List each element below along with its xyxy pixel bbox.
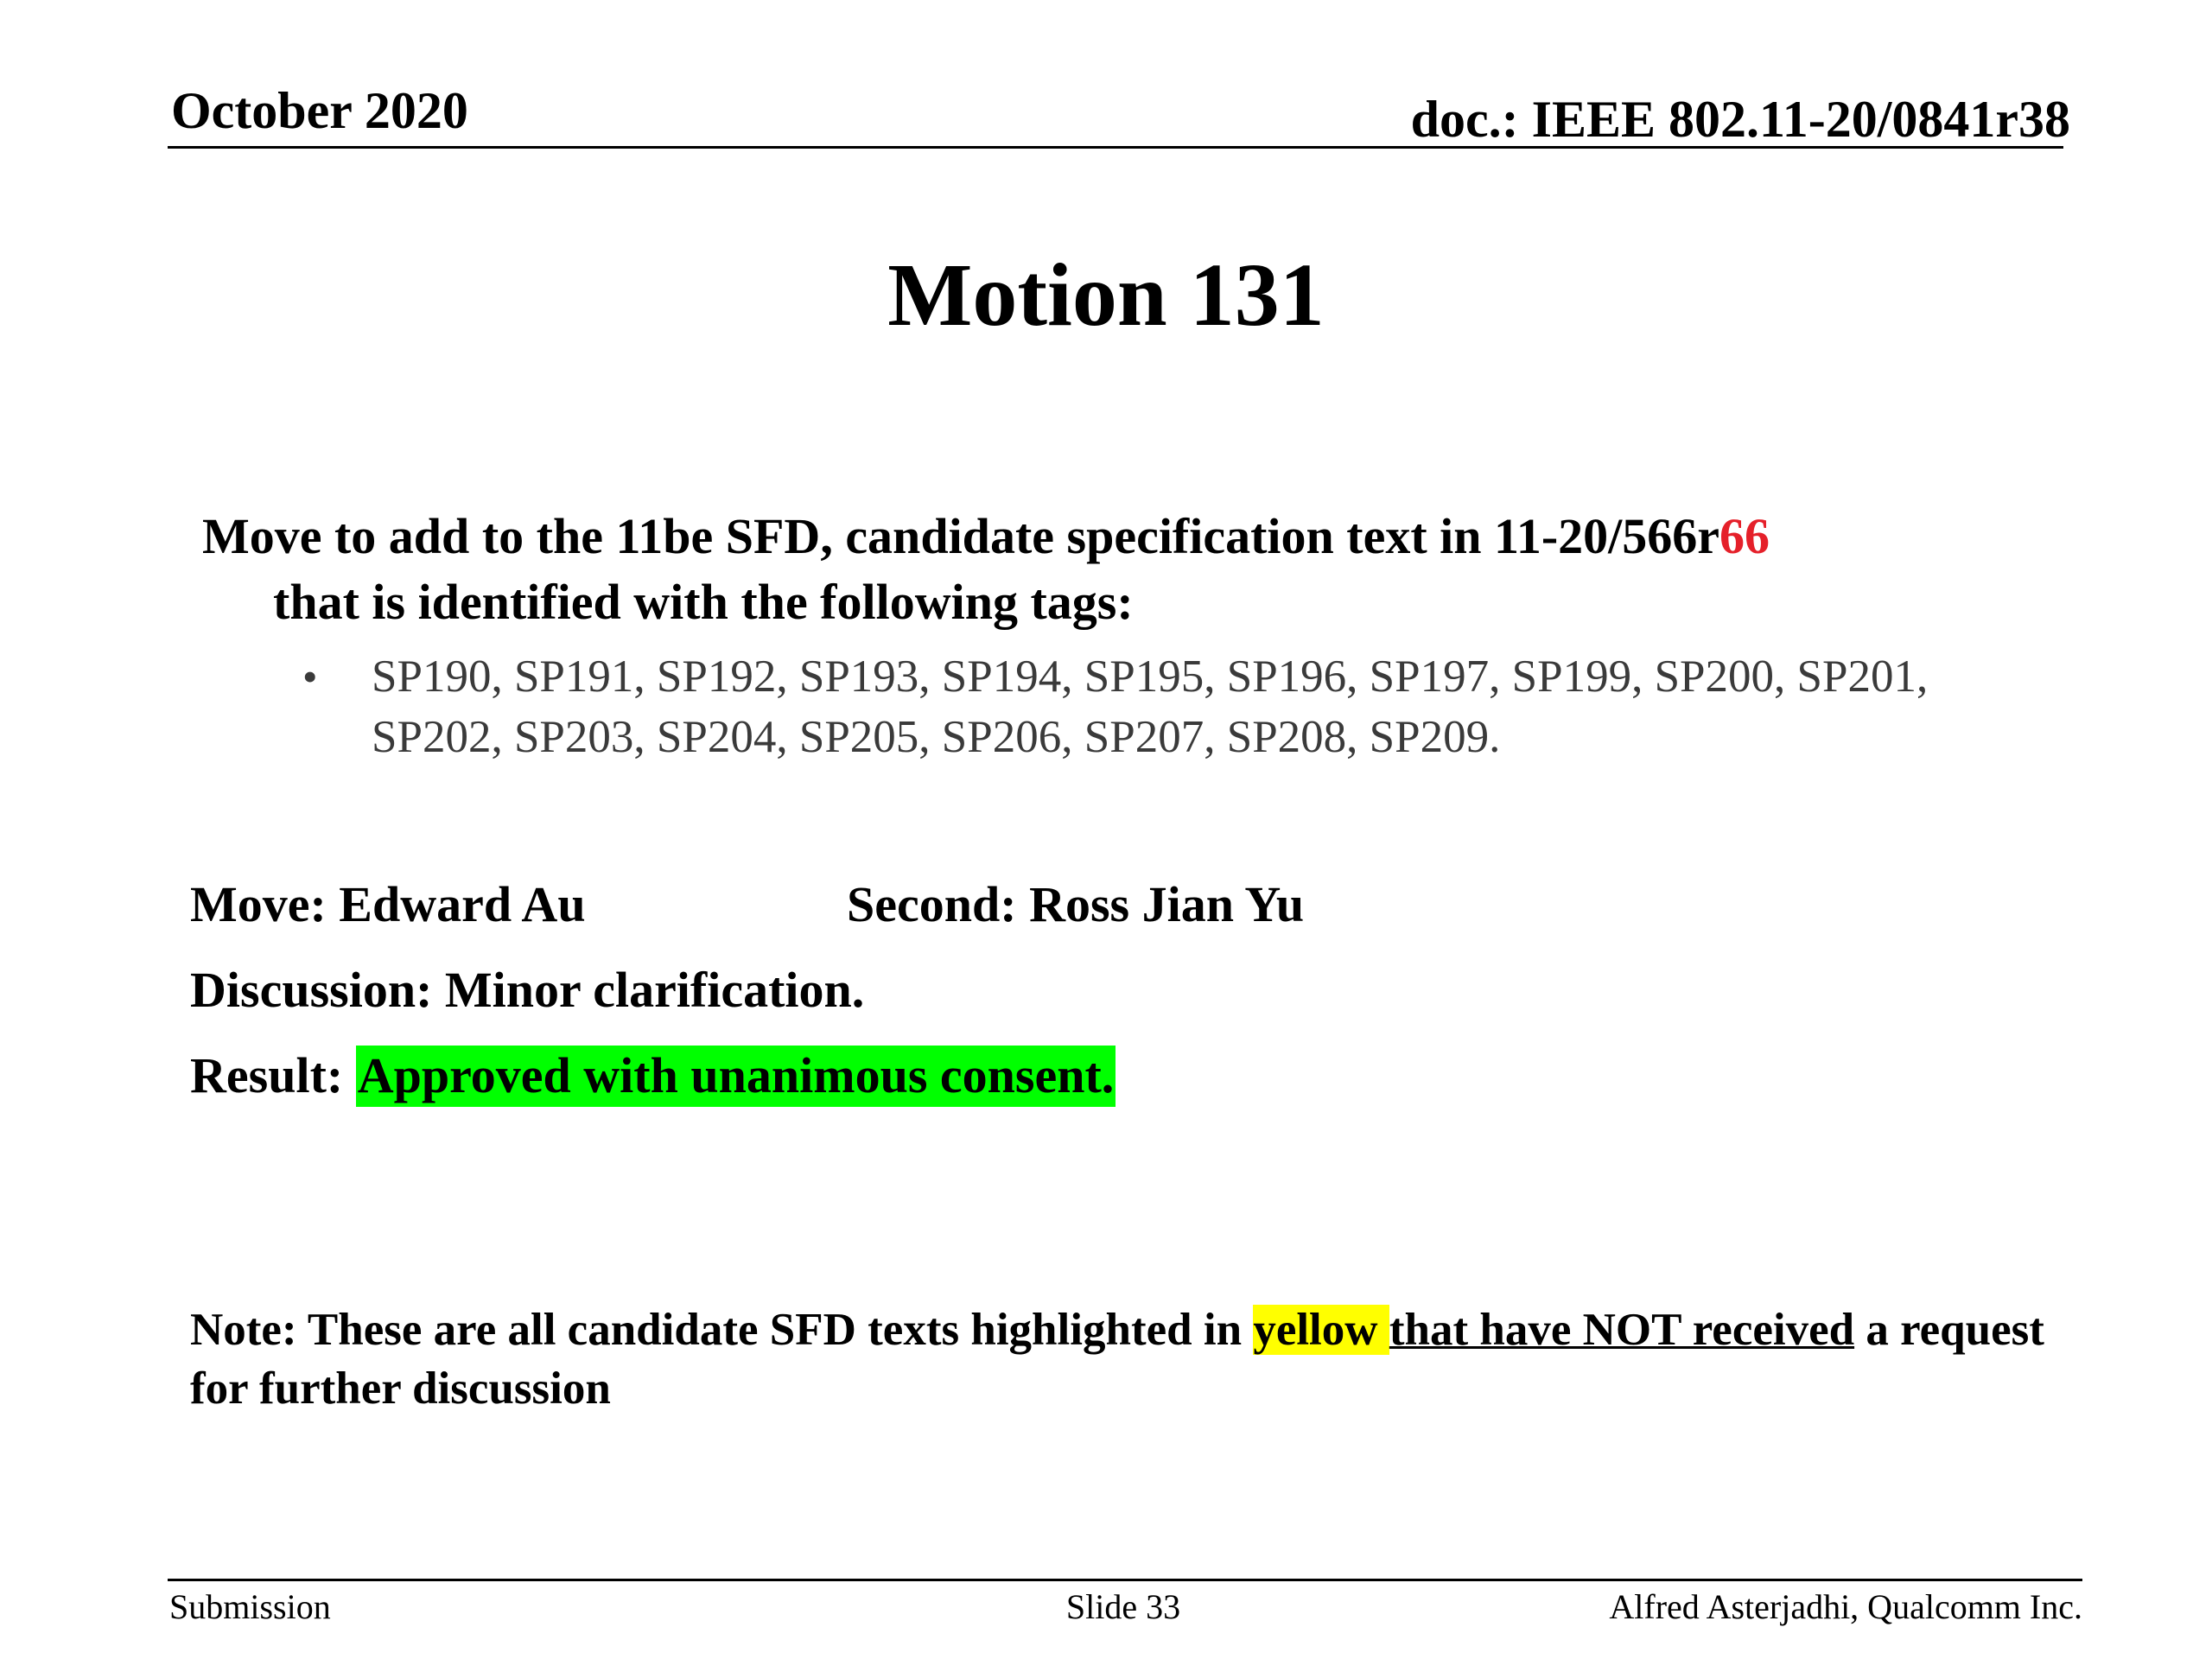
tag-list bbox=[302, 646, 1944, 767]
note-highlight: yellow bbox=[1253, 1305, 1389, 1355]
header-date: October 2020 bbox=[171, 82, 468, 139]
footer-submission: Submission bbox=[169, 1587, 331, 1626]
header-doc-id: doc.: IEEE 802.11-20/0841r38 bbox=[1410, 91, 2070, 148]
result-value: Approved with unanimous consent. bbox=[356, 1046, 1116, 1107]
motion-text bbox=[202, 504, 2103, 635]
motion-line-1 bbox=[202, 504, 2103, 569]
note-part-1: Note: These are all candidate SFD texts highlighted in bbox=[190, 1305, 1254, 1355]
header-divider bbox=[168, 146, 2063, 149]
bullet-icon: • bbox=[302, 652, 318, 701]
motion-line-2: that is identified with the following tags: bbox=[273, 574, 1134, 630]
note-underlined: that have NOT received bbox=[1389, 1305, 1855, 1355]
tag-list-text: SP190, SP191, SP192, SP193, SP194, SP195, SP196, SP197, SP199, SP200, SP201, SP202, SP203, SP204, SP205, SP206, SP207, SP208, SP209. bbox=[372, 652, 1929, 762]
result bbox=[190, 1047, 1116, 1103]
result-label: Result: bbox=[190, 1047, 356, 1103]
discussion: Discussion: Minor clarification. bbox=[190, 962, 865, 1018]
slide-title: Motion 131 bbox=[887, 245, 1325, 345]
move-by: Move: Edward Au bbox=[190, 876, 586, 932]
footer-divider bbox=[168, 1579, 2082, 1581]
motion-line-1-text: Move to add to the 11be SFD, candidate specification text in 11-20/566r bbox=[202, 508, 1720, 564]
motion-revision: 66 bbox=[1719, 508, 1770, 564]
note bbox=[190, 1300, 2048, 1418]
second-by: Second: Ross Jian Yu bbox=[847, 876, 1305, 932]
note-part-2: a request for further discussion bbox=[190, 1305, 2044, 1414]
footer-author: Alfred Asterjadhi, Qualcomm Inc. bbox=[1609, 1587, 2082, 1626]
footer-slide-number: Slide 33 bbox=[1065, 1587, 1181, 1626]
